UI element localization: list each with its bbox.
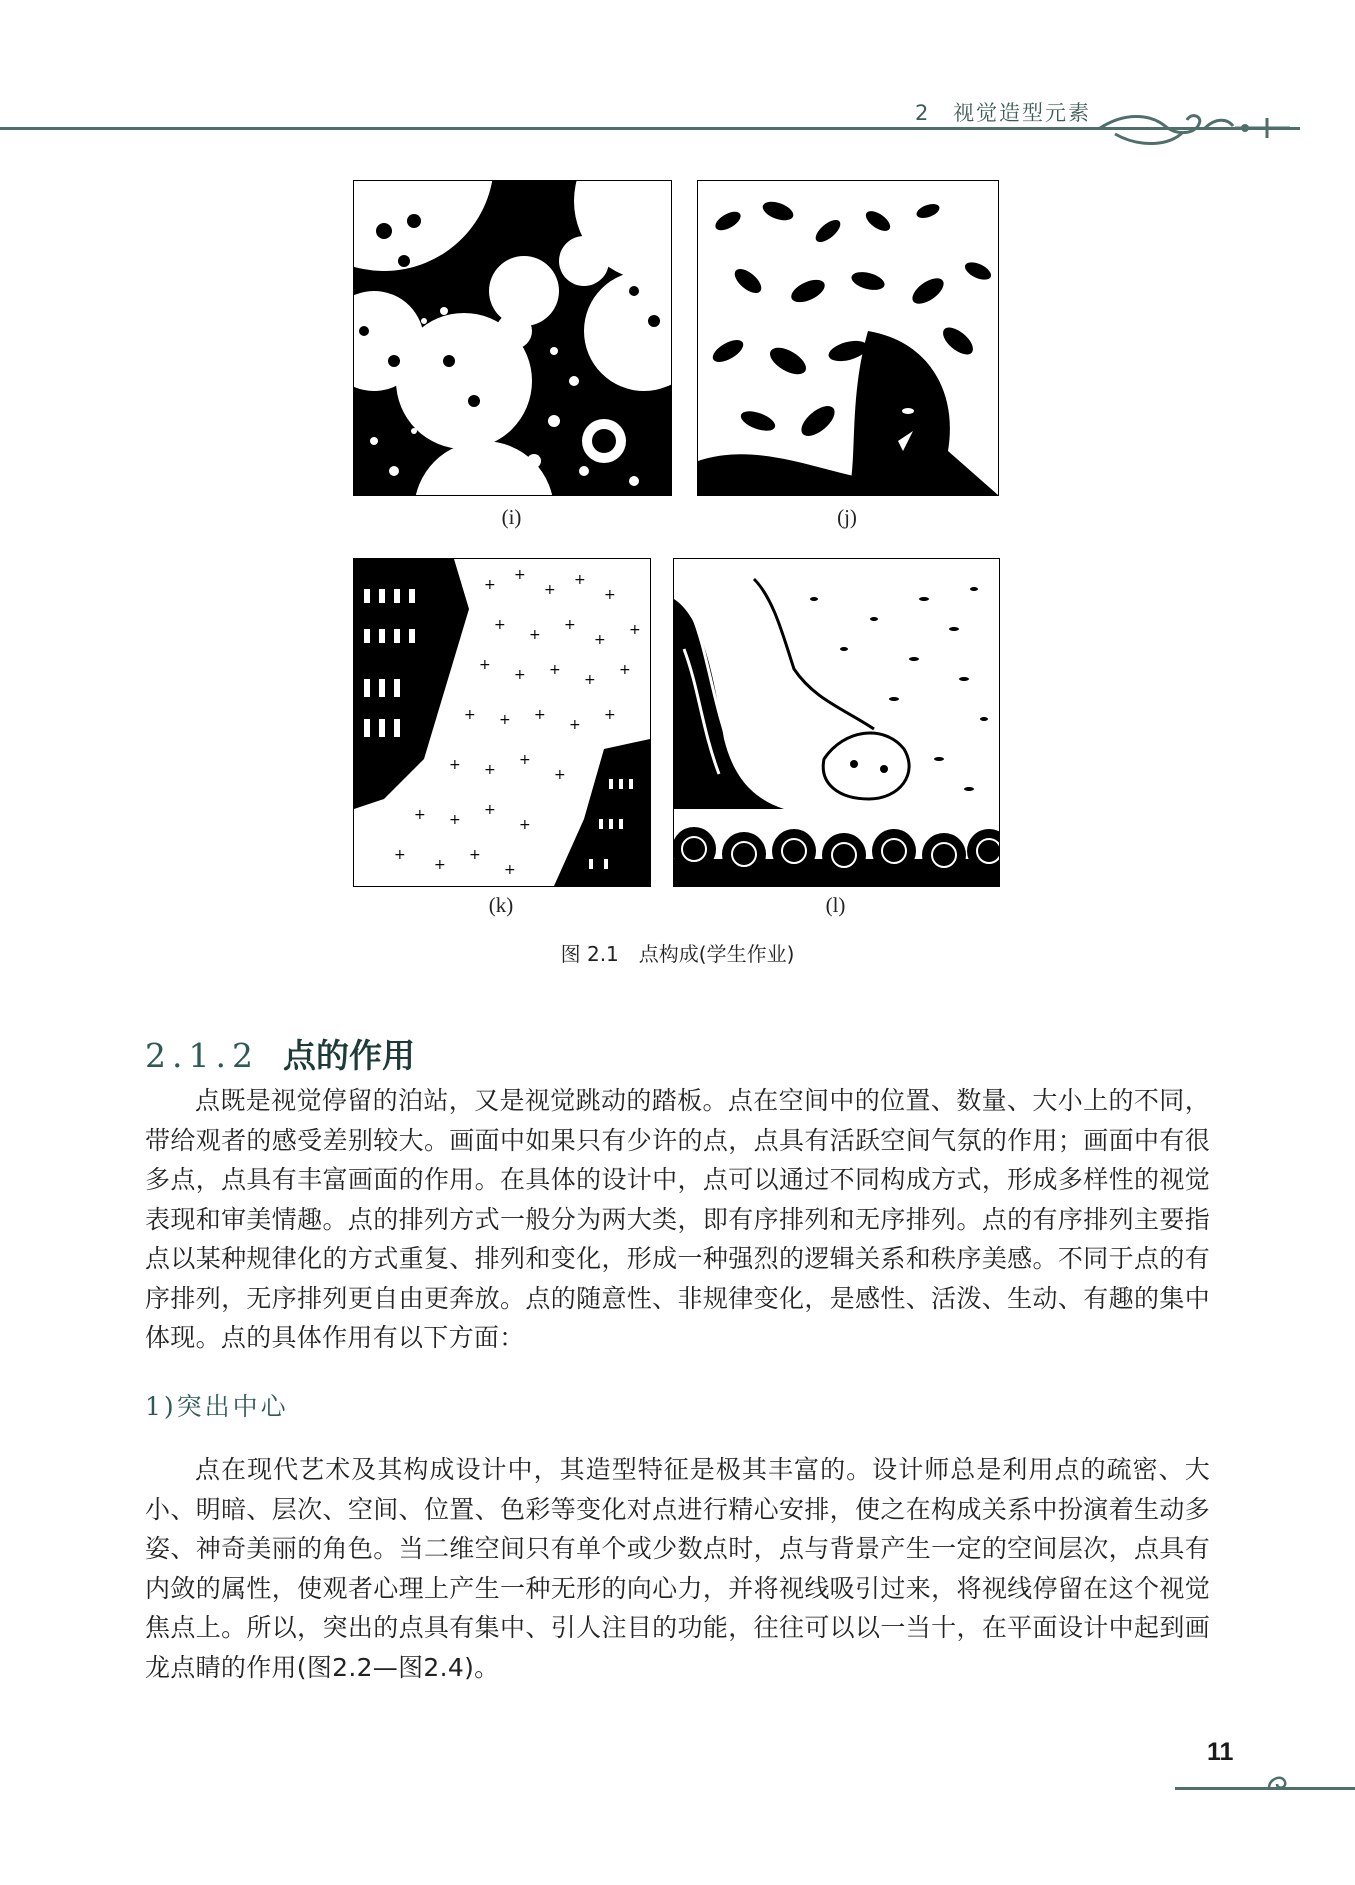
section-title: 点的作用: [282, 1036, 415, 1075]
svg-text:+: +: [469, 847, 481, 863]
svg-text:+: +: [449, 757, 461, 773]
svg-text:+: +: [594, 632, 606, 648]
svg-text:+: +: [629, 622, 641, 638]
svg-text:+: +: [569, 717, 581, 733]
svg-text:+: +: [519, 817, 531, 833]
svg-text:+: +: [619, 662, 631, 678]
figure-k-image: [353, 558, 651, 887]
svg-text:+: +: [544, 582, 556, 598]
footer-rule: [1175, 1787, 1355, 1790]
figure-l-image: [673, 558, 1000, 887]
svg-text:+: +: [584, 672, 596, 688]
svg-text:+: +: [574, 572, 586, 588]
subheading-highlight-center: 1)突出中心: [145, 1392, 289, 1421]
section-number: 2.1.2: [145, 1036, 259, 1075]
svg-text:+: +: [394, 847, 406, 863]
svg-text:+: +: [549, 662, 561, 678]
body-paragraph-2: 点在现代艺术及其构成设计中，其造型特征是极其丰富的。设计师总是利用点的疏密、大小、明暗、层次、空间、位置、色彩等变化对点进行精心安排，使之在构成关系中扮演着生动多姿、神奇美丽的角色。当二维空间只有单个或少数点时，点与背景产生一定的空间层次，点具有内敛的属性，使观者心理上产生一种无形的向心力，并将视线吸引过来，将视线停留在这个视觉焦点上。所以，突出的点具有集中、引人注目的功能，往往可以以一当十，在平面设计中起到画龙点睛的作用(图2.2—图2.4)。: [145, 1455, 1210, 1682]
svg-text:+: +: [479, 657, 491, 673]
svg-text:+: +: [564, 617, 576, 633]
svg-text:+: +: [484, 802, 496, 818]
svg-text:+: +: [449, 812, 461, 828]
header-ornament-icon: [1095, 104, 1295, 154]
svg-text:+: +: [464, 707, 476, 723]
body-paragraph-1: 点既是视觉停留的泊站，又是视觉跳动的踏板。点在空间中的位置、数量、大小上的不同，带给观者的感受差别较大。画面中如果只有少许的点，点具有活跃空间气氛的作用；画面中有很多点，点具有丰富画面的作用。在具体的设计中，点可以通过不同构成方式，形成多样性的视觉表现和审美情趣。点的排列方式一般分为两大类，即有序排列和无序排列。点的有序排列主要指点以某种规律化的方式重复、排列和变化，形成一种强烈的逻辑关系和秩序美感。不同于点的有序排列，无序排列更自由更奔放。点的随意性、非规律变化，是感性、活泼、生动、有趣的集中体现。点的具体作用有以下方面：: [145, 1086, 1210, 1352]
svg-text:+: +: [554, 767, 566, 783]
figure-i-label: (i): [501, 505, 522, 529]
svg-text:+: +: [534, 707, 546, 723]
running-header: [915, 97, 1091, 127]
svg-text:+: +: [484, 762, 496, 778]
svg-text:+: +: [604, 587, 616, 603]
page-number: 11: [1207, 1738, 1234, 1766]
svg-text:+: +: [414, 807, 426, 823]
svg-text:+: +: [504, 862, 516, 878]
figure-j-image: [697, 180, 999, 496]
svg-text:+: +: [484, 577, 496, 593]
svg-text:+: +: [604, 707, 616, 723]
chapter-title: 视觉造型元素: [953, 101, 1092, 125]
svg-text:+: +: [499, 712, 511, 728]
svg-text:+: +: [434, 857, 446, 873]
svg-text:+: +: [519, 752, 531, 768]
figure-i-image: [353, 180, 672, 496]
svg-text:+: +: [494, 617, 506, 633]
section-heading: [145, 1030, 415, 1077]
svg-text:+: +: [514, 567, 526, 583]
chapter-number: 2: [915, 101, 931, 125]
figure-caption: 图 2.1 点构成(学生作业): [560, 942, 795, 966]
svg-text:+: +: [514, 667, 526, 683]
figure-l-label: (l): [825, 893, 846, 917]
svg-text:+: +: [529, 627, 541, 643]
figure-j-label: (j): [837, 505, 857, 529]
figure-k-label: (k): [488, 893, 514, 917]
